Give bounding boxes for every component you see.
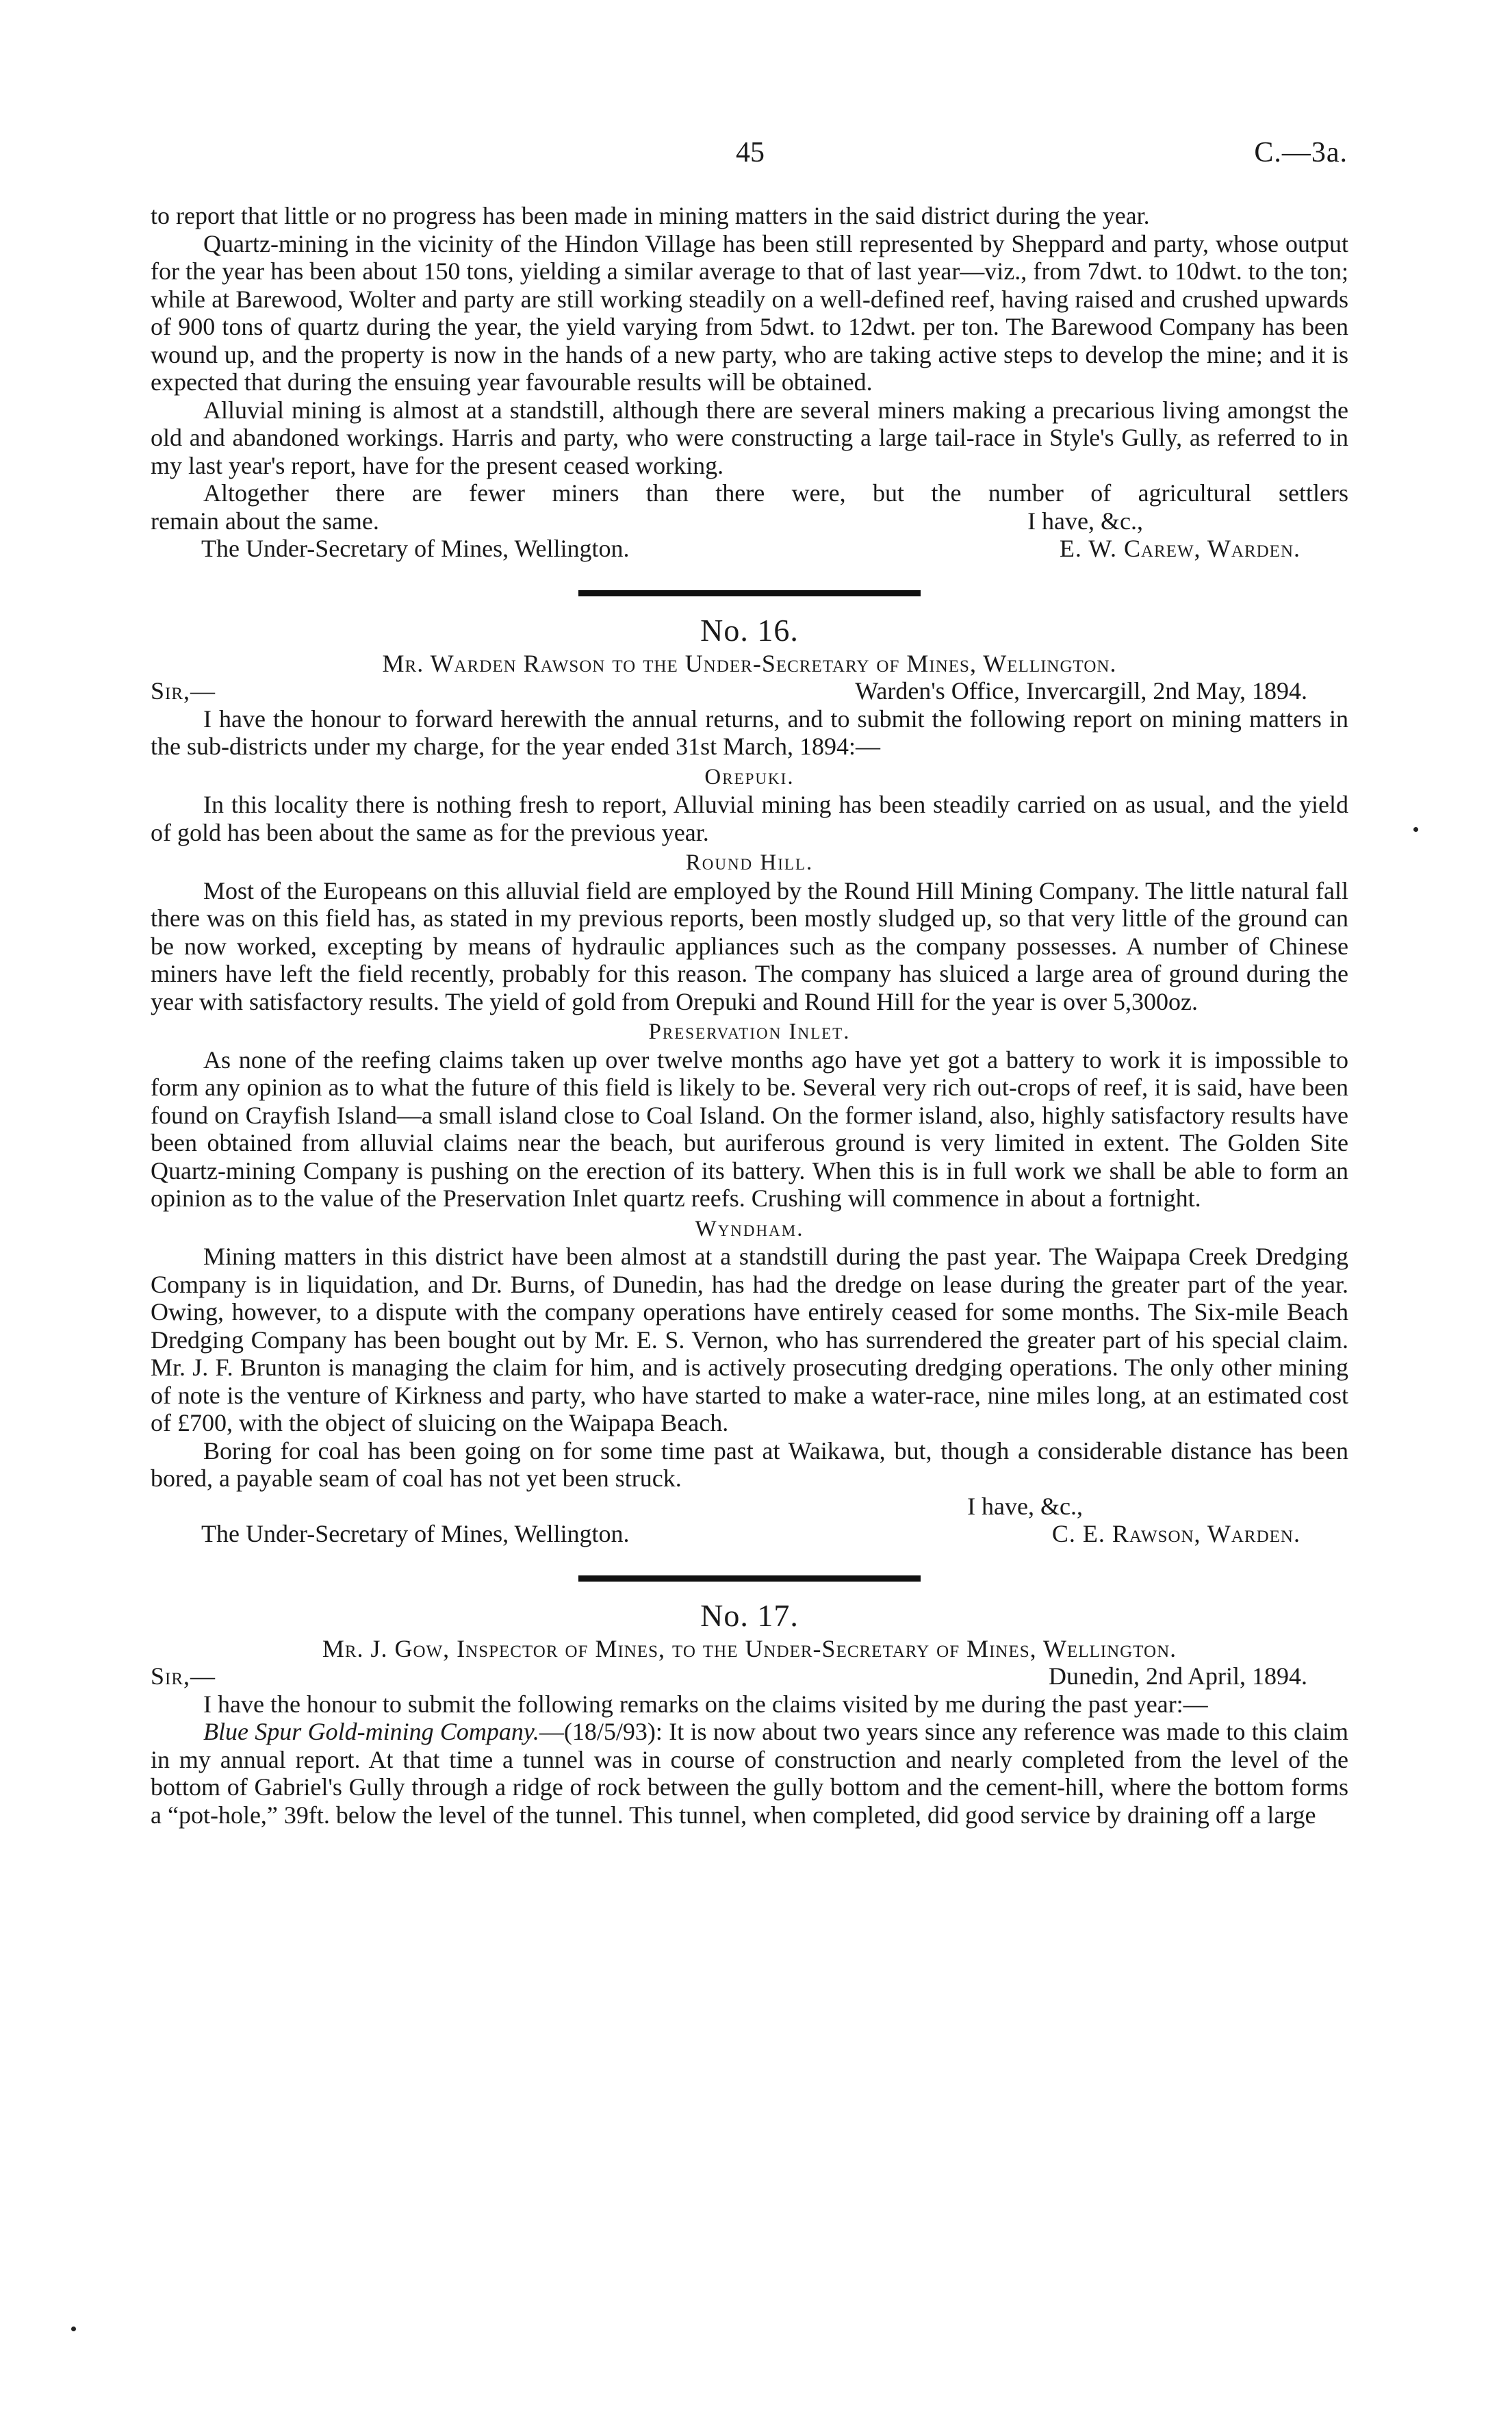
document-reference: C.—3a.: [1254, 137, 1348, 168]
section-divider: [578, 590, 921, 596]
subsection-heading: Round Hill.: [685, 850, 814, 875]
carew-report-continuation: [151, 202, 1348, 563]
salutation-row: [151, 1662, 1348, 1690]
salutation: Sir,—: [151, 677, 216, 705]
section-number: No. 17.: [700, 1597, 799, 1633]
signature-row: [151, 535, 1348, 563]
ink-speck: [71, 2327, 76, 2331]
addressee: The Under-Secretary of Mines, Wellington.: [201, 1520, 630, 1547]
section-number: No. 16.: [700, 612, 799, 648]
paragraph: [151, 1718, 1348, 1829]
signature-row: [151, 1520, 1348, 1548]
subsection-heading: Orepuki.: [704, 764, 795, 789]
salutation-row: [151, 677, 1348, 705]
running-header: [0, 139, 1512, 173]
subsection-heading: Wyndham.: [695, 1216, 804, 1241]
closing-row: [151, 507, 1348, 535]
ink-speck: [1413, 827, 1418, 832]
paragraph: to report that little or no progress has been made in mining matters in the said district during the year.: [151, 202, 1150, 229]
intro-paragraph: I have the honour to submit the following remarks on the claims visited by me during the past year:—: [203, 1690, 1208, 1718]
paragraph: Alluvial mining is almost at a standstill, although there are several miners making a precarious living amongst the old and abandoned workings. Harris and party, who were constructing a large tail-race in Style's Gully, as referred to in my last year's report, have for the present ceased working.: [151, 396, 1348, 479]
report-no-16: [151, 611, 1348, 1548]
paragraph: In this locality there is nothing fresh to report, Alluvial mining has been steadily carried on as usual, and the yield of gold has been about the same as for the previous year.: [151, 791, 1348, 846]
body-column: [151, 202, 1348, 1829]
paragraph-end: remain about the same.: [151, 507, 379, 535]
closing-formula: I have, &c.,: [967, 1492, 1083, 1520]
paragraph: Most of the Europeans on this alluvial field are employed by the Round Hill Mining Company. The little natural fall there was on this field has, as stated in my previous reports, been mostly sludged up, so that very little of the ground can be now worked, excepting by means of hydraulic appliances such as the company possesses. A number of Chinese miners have left the field recently, probably for this reason. The company has sluiced a large area of ground during the year with satisfactory results. The yield of gold from Orepuki and Round Hill for the year is over 5,300oz.: [151, 876, 1348, 1015]
location-date: Dunedin, 2nd April, 1894.: [1049, 1662, 1307, 1690]
intro-paragraph: I have the honour to forward herewith the annual returns, and to submit the following report on mining matters in the sub-districts under my charge, for the year ended 31st March, 1894:—: [151, 705, 1348, 760]
paragraph: Mining matters in this district have been almost at a standstill during the past year. The Waipapa Creek Dredging Company is in liquidation, and Dr. Burns, of Dunedin, has had the dredge on lease during the greater part of the year. Owing, however, to a dispute with the company operations have entirely ceased for some months. The Six-mile Beach Dredging Company has been bought out by Mr. E. S. Vernon, who has surrendered the greater part of his special claim. Mr. J. F. Brunton is managing the claim for him, and is actively prosecuting dredging operations. The only other mining of note is the venture of Kirkness and party, who have started to make a water-race, nine miles long, at an estimated cost of £700, with the object of sluicing on the Waipapa Beach.: [151, 1243, 1348, 1436]
salutation: Sir,—: [151, 1662, 216, 1690]
entry-title: Blue Spur Gold-mining Company.: [203, 1718, 539, 1745]
paragraph: Boring for coal has been going on for some time past at Waikawa, but, though a considerable distance has been bored, a payable seam of coal has not yet been struck.: [151, 1436, 1348, 1492]
signature: C. E. Rawson, Warden.: [1051, 1520, 1300, 1547]
signature: E. W. Carew, Warden.: [1059, 535, 1300, 562]
paragraph: As none of the reefing claims taken up over twelve months ago have yet got a battery to work it is impossible to form any opinion as to what the future of this field is likely to be. Several very rich out-crops of reef, it is said, have been found on Crayfish Island—a small island close to Coal Island. On the former island, also, highly satisfactory results have been obtained from alluvial claims near the beach, but auriferous ground is very limited in extent. The Golden Site Quartz-mining Company is pushing on the erection of its battery. When this is in full work we shall be able to form an opinion as to the value of the Preservation Inlet quartz reefs. Crushing will commence in about a fortnight.: [151, 1045, 1348, 1212]
location-date: Warden's Office, Invercargill, 2nd May, 1894.: [855, 677, 1307, 705]
addressee: The Under-Secretary of Mines, Wellington.: [201, 535, 630, 562]
subsection-heading: Preservation Inlet.: [648, 1019, 851, 1044]
section-heading: Mr. J. Gow, Inspector of Mines, to the Under-Secretary of Mines, Wellington.: [322, 1634, 1177, 1662]
entry-text: —(18/5/93): It is now about two years since any reference was made to this claim in my annual report. At that time a tunnel was in course of construction and nearly completed from the level of the bottom of Gabriel's Gully through a ridge of rock between the gully bottom and the cement-hill, where the bottom forms a “pot-hole,” 39ft. below the level of the tunnel. This tunnel, when completed, did good service by draining off a large: [151, 1718, 1348, 1829]
closing-formula: I have, &c.,: [1027, 507, 1143, 535]
section-divider: [578, 1575, 921, 1582]
report-no-17: [151, 1597, 1348, 1829]
page-number: 45: [736, 137, 765, 168]
paragraph: Altogether there are fewer miners than there were, but the number of agricultural settlers: [203, 479, 1348, 507]
section-heading: Mr. Warden Rawson to the Under-Secretary of Mines, Wellington.: [382, 649, 1117, 677]
paragraph: Quartz-mining in the vicinity of the Hindon Village has been still represented by Sheppard and party, whose output for the year has been about 150 tons, yielding a similar average to that of last year—viz., from 7dwt. to 10dwt. to the ton; while at Barewood, Wolter and party are still working steadily on a well-defined reef, having raised and crushed upwards of 900 tons of quartz during the year, the yield varying from 5dwt. to 12dwt. per ton. The Barewood Company has been wound up, and the property is now in the hands of a new party, who are taking active steps to develop the mine; and it is expected that during the ensuing year favourable results will be obtained.: [151, 229, 1348, 396]
